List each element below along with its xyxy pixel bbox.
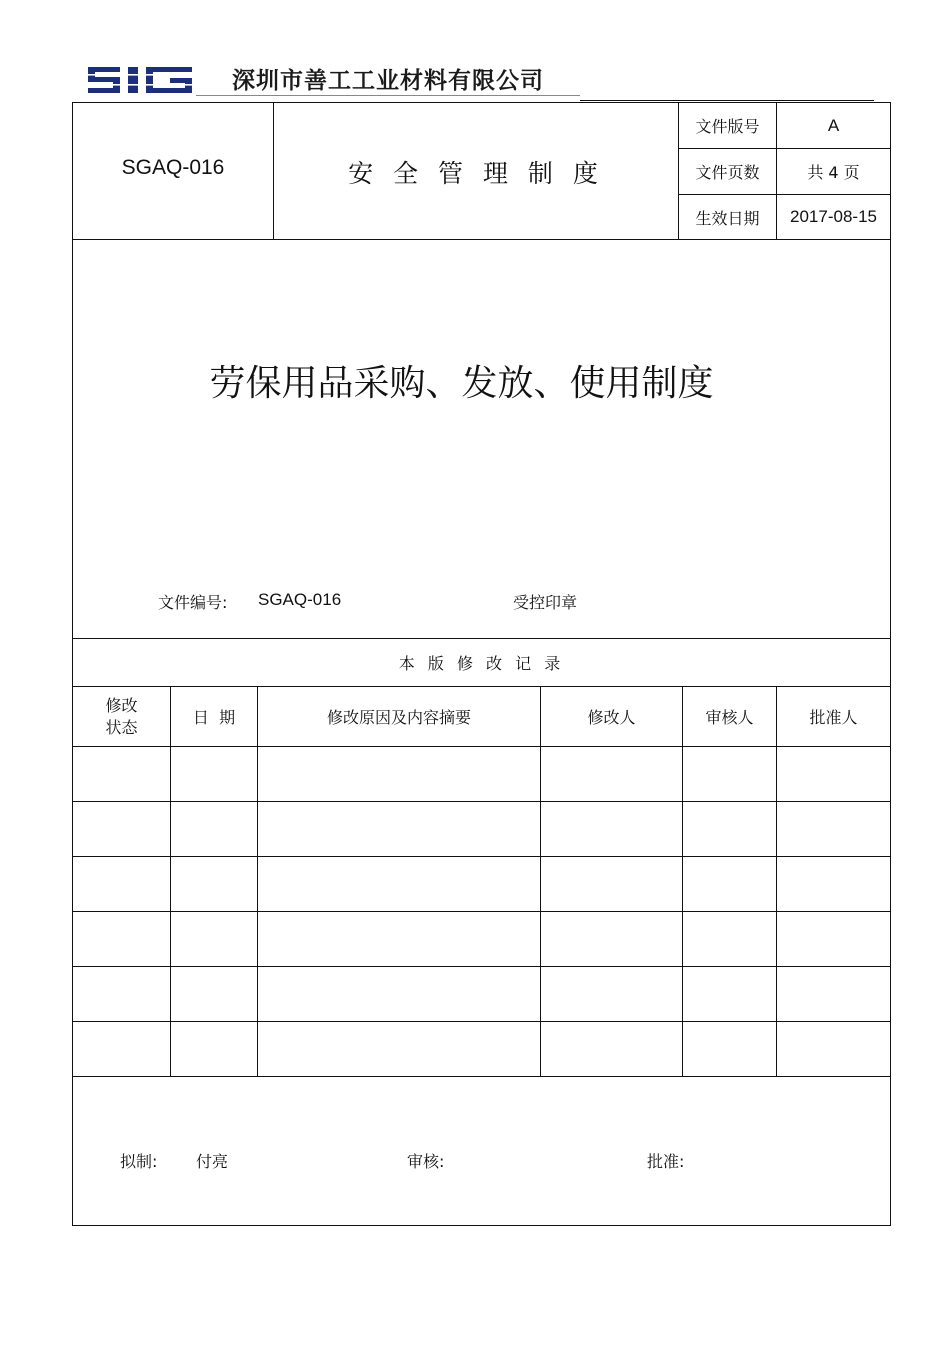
col-header-reviewer: 审核人 bbox=[705, 708, 754, 727]
row-line-1 bbox=[72, 801, 891, 802]
category-title: 安 全 管 理 制 度 bbox=[348, 159, 604, 188]
version-value: A bbox=[827, 115, 840, 135]
drafted-label: 拟制: bbox=[120, 1152, 158, 1171]
document-title: 劳保用品采购、发放、使用制度 bbox=[209, 362, 714, 404]
row-line-3 bbox=[72, 911, 891, 912]
header-bottom-line bbox=[72, 239, 891, 240]
drafted-by: 付亮 bbox=[196, 1152, 229, 1171]
header-rule bbox=[196, 95, 580, 96]
reviewed-label: 审核: bbox=[407, 1152, 445, 1171]
approved-label: 批准: bbox=[647, 1152, 685, 1171]
page-count-label: 文件页数 bbox=[695, 163, 760, 182]
file-number-value: SGAQ-016 bbox=[258, 590, 342, 609]
col-header-status: 修改 状态 bbox=[105, 695, 138, 737]
row-line-2 bbox=[72, 856, 891, 857]
revision-section-title: 本 版 修 改 记 录 bbox=[398, 654, 565, 673]
col-header-approver: 批准人 bbox=[809, 708, 858, 727]
col-header-summary: 修改原因及内容摘要 bbox=[326, 708, 471, 727]
version-label: 文件版号 bbox=[695, 117, 760, 136]
col-header-modifier: 修改人 bbox=[587, 708, 636, 727]
frame-right bbox=[890, 102, 891, 1226]
effective-date-value: 2017-08-15 bbox=[790, 207, 877, 226]
frame-bottom bbox=[72, 1225, 891, 1226]
effective-date-label: 生效日期 bbox=[695, 208, 760, 228]
doc-code: SGAQ-016 bbox=[121, 156, 225, 179]
col-header-date: 日 期 bbox=[192, 708, 236, 727]
row-line-6 bbox=[72, 1076, 891, 1077]
letterhead-underline bbox=[580, 100, 874, 101]
file-number-label: 文件编号: bbox=[158, 593, 228, 612]
controlled-seal-label: 受控印章 bbox=[513, 593, 578, 612]
row-line-4 bbox=[72, 966, 891, 967]
row-line-5 bbox=[72, 1021, 891, 1022]
company-logo bbox=[86, 64, 198, 96]
revision-header-bottom bbox=[72, 746, 891, 747]
company-name: 深圳市善工工业材料有限公司 bbox=[232, 67, 544, 94]
page-count-value: 共 4 页 bbox=[807, 163, 860, 182]
